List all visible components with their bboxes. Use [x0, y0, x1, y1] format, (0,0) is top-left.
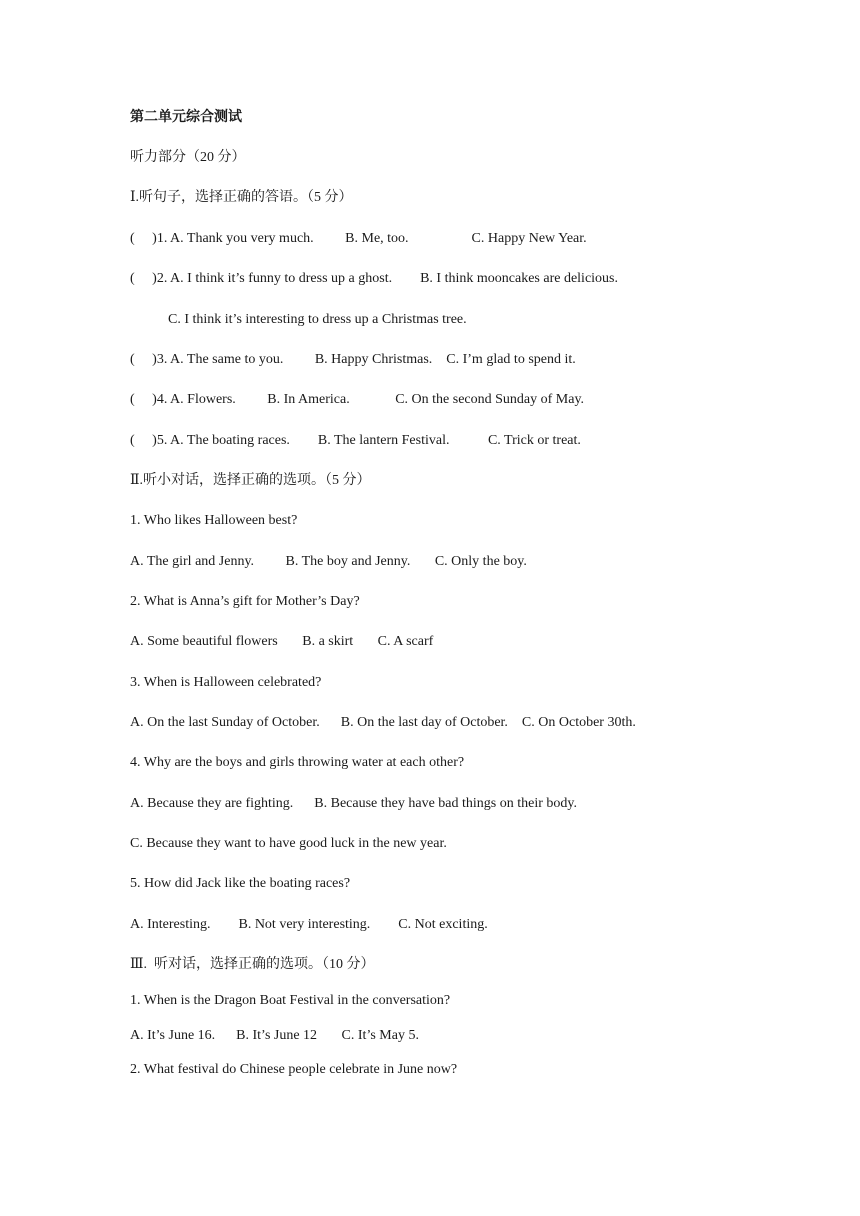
question-option-line: A. Interesting. B. Not very interesting. C. Not exciting.	[130, 917, 488, 932]
section2-header: Ⅱ.听小对话，选择正确的选项。（5 分）	[130, 473, 371, 488]
page-title: 第二单元综合测试	[130, 110, 242, 125]
question-option-line: A. On the last Sunday of October. B. On the last day of October. C. On October 30th.	[130, 715, 636, 730]
question-line: 3. When is Halloween celebrated?	[130, 675, 322, 690]
question-option-line: C. I think it’s interesting to dress up a Christmas tree.	[168, 312, 467, 327]
question-option-line: C. Because they want to have good luck in the new year.	[130, 836, 447, 851]
section3-header: Ⅲ. 听对话，选择正确的选项。（10 分）	[130, 957, 375, 972]
question-option-line: A. Because they are fighting. B. Because they have bad things on their body.	[130, 796, 577, 811]
question-option-line: A. It’s June 16. B. It’s June 12 C. It’s May 5.	[130, 1028, 419, 1043]
question-line: 1. Who likes Halloween best?	[130, 513, 298, 528]
question-option-line: A. Some beautiful flowers B. a skirt C. A scarf	[130, 634, 434, 649]
question-line: 2. What festival do Chinese people celebrate in June now?	[130, 1062, 458, 1077]
section1-header: Ⅰ.听句子，选择正确的答语。（5 分）	[130, 190, 353, 205]
question-line: 2. What is Anna’s gift for Mother’s Day?	[130, 594, 360, 609]
question-line: 5. How did Jack like the boating races?	[130, 876, 351, 891]
question-option-line: A. The girl and Jenny. B. The boy and Jenny. C. Only the boy.	[130, 554, 527, 569]
listening-header: 听力部分（20 分）	[130, 150, 246, 165]
question-line: 4. Why are the boys and girls throwing water at each other?	[130, 755, 465, 770]
question-line: ( )1. A. Thank you very much. B. Me, too. C. Happy New Year.	[130, 231, 587, 246]
question-line: ( )3. A. The same to you. B. Happy Christmas. C. I’m glad to spend it.	[130, 352, 576, 367]
question-line: 1. When is the Dragon Boat Festival in the conversation?	[130, 993, 451, 1008]
question-line: ( )4. A. Flowers. B. In America. C. On the second Sunday of May.	[130, 392, 585, 407]
question-line: ( )2. A. I think it’s funny to dress up a ghost. B. I think mooncakes are delicious.	[130, 271, 618, 286]
question-line: ( )5. A. The boating races. B. The lantern Festival. C. Trick or treat.	[130, 433, 581, 448]
